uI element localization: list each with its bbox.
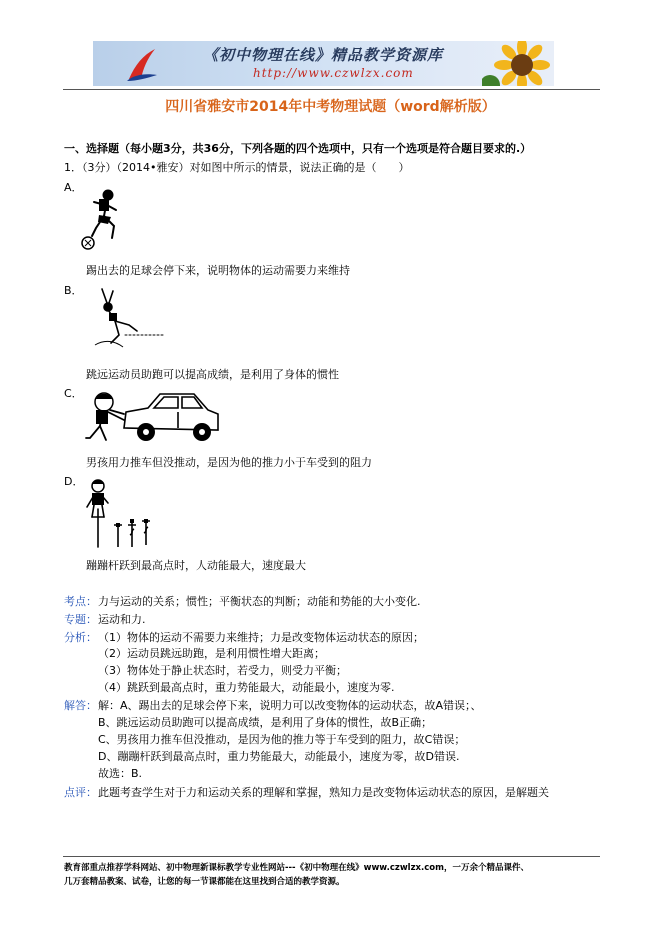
option-a-text: 踢出去的足球会停下来，说明物体的运动需要力来维持 <box>86 264 350 277</box>
jieda-line: 解：A、踢出去的足球会停下来，说明力可以改变物体的运动状态，故A错误；、 <box>98 699 482 712</box>
section-heading: 一、选择题（每小题3分，共36分，下列各题的四个选项中，只有一个选项是符合题目要求的.） <box>64 142 532 155</box>
banner-title: 《初中物理在线》精品教学资源库 <box>203 46 444 64</box>
site-logo-icon <box>125 45 159 83</box>
option-c-letter: C． <box>64 387 83 400</box>
footer-divider <box>63 856 600 857</box>
option-d-text: 蹦蹦杆跃到最高点时，人动能最大，速度最大 <box>86 559 306 572</box>
dianping-text: 此题考查学生对于力和运动关系的理解和掌握，熟知力是改变物体运动状态的原因，是解题关 <box>98 786 549 799</box>
fenxi-line: （4）跳跃到最高点时，重力势能最大，动能最小，速度为零. <box>98 681 395 694</box>
jieda-line: D、蹦蹦杆跃到最高点时，重力势能最大，动能最小，速度为零，故D错误. <box>98 750 460 763</box>
pogo-stick-image <box>84 477 158 551</box>
jieda-line: C、男孩用力推车但没推动，是因为他的推力等于车受到的阻力，故C错误； <box>98 733 466 746</box>
option-d-letter: D． <box>64 475 84 488</box>
footer-line-2: 几万套精品教案、试卷，让您的每一节课都能在这里找到合适的教学资源。 <box>64 877 345 887</box>
jieda-line: 故选：B. <box>98 767 143 780</box>
document-title: 四川省雅安市2014年中考物理试题（word解析版） <box>165 99 496 115</box>
header-banner <box>93 41 554 86</box>
option-c-text: 男孩用力推车但没推动，是因为他的推力小于车受到的阻力 <box>86 456 372 469</box>
kaodian-text: 力与运动的关系；惯性；平衡状态的判断；动能和势能的大小变化. <box>98 595 421 608</box>
fenxi-label: 分析： <box>64 631 97 644</box>
question-stem: 1．（3分）（2014•雅安）对如图中所示的情景，说法正确的是（ ） <box>64 161 410 174</box>
fenxi-line: （2）运动员跳远助跑，是利用惯性增大距离； <box>98 647 325 660</box>
sunflower-icon <box>482 41 554 86</box>
kaodian-label: 考点： <box>64 595 97 608</box>
banner-url: http://www.czwlzx.com <box>253 66 414 80</box>
jieda-line: B、跳远运动员助跑可以提高成绩，是利用了身体的惯性，故B正确； <box>98 716 433 729</box>
footer-line-1: 教育部重点推荐学科网站、初中物理新课标教学专业性网站---《初中物理在线》www.czwlzx.com，一万余个精品课件、 <box>64 863 529 873</box>
fenxi-line: （3）物体处于静止状态时，若受力，则受力平衡； <box>98 664 347 677</box>
boy-pushing-car-image <box>84 388 224 446</box>
soccer-player-image <box>78 188 130 252</box>
option-a-letter: A． <box>64 181 83 194</box>
option-b-letter: B． <box>64 284 83 297</box>
zhuanti-label: 专题： <box>64 613 97 626</box>
fenxi-line: （1）物体的运动不需要力来维持；力是改变物体运动状态的原因； <box>98 631 424 644</box>
zhuanti-text: 运动和力. <box>98 613 146 626</box>
option-b-text: 跳远运动员助跑可以提高成绩，是利用了身体的惯性 <box>86 368 339 381</box>
dianping-label: 点评： <box>64 786 97 799</box>
header-divider <box>63 89 600 90</box>
long-jumper-image <box>85 285 165 353</box>
jieda-label: 解答： <box>64 699 97 712</box>
